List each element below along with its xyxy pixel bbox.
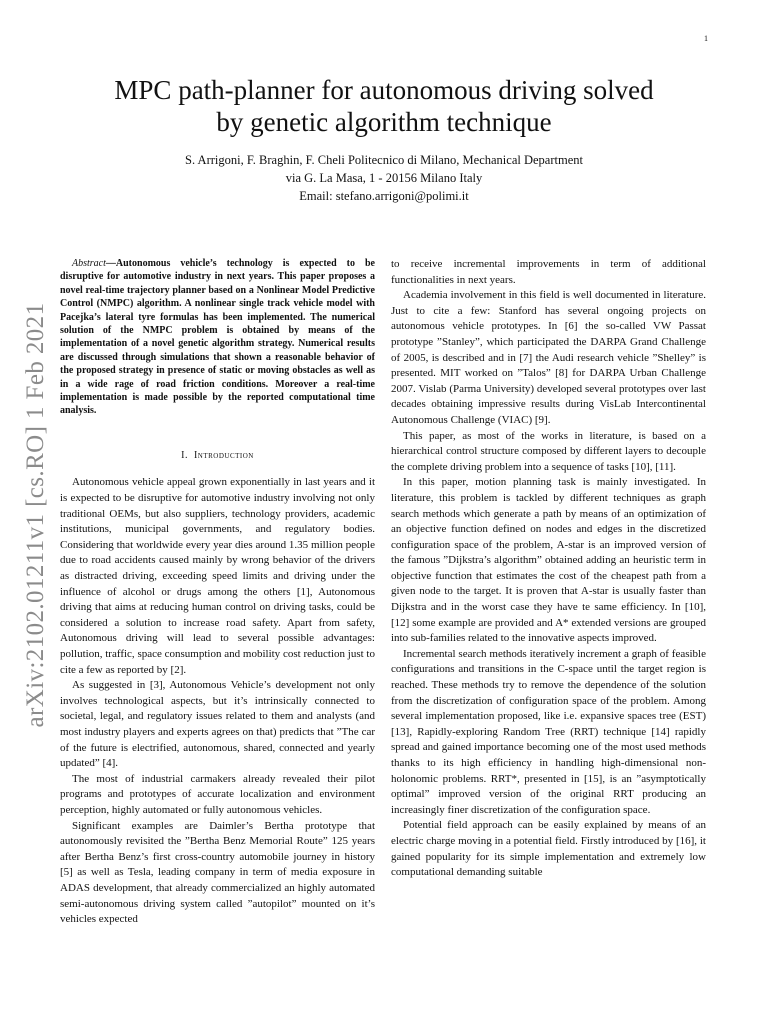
abstract [60, 257, 375, 418]
paragraph: This paper, as most of the works in literature, is based on a hierarchical control structure composed by different layers to decouple the complete driving problem into a sequence of tasks [10], [11]. [391, 429, 706, 473]
abstract-label: Abstract [72, 258, 106, 269]
paper-title [60, 74, 708, 138]
page-number: 1 [704, 34, 708, 43]
paragraph: Significant examples are Daimler’s Bertha prototype that autonomously revisited the ”Bertha Benz Memorial Route” 125 years after Bertha Benz’s first cross-country automobile journey in history [5] as well as Tesla, leading company in term of media exposure in ADAS development, that already commercialized an highly automated semi-autonomous driving system called ”autopilot” mounted on it’s vehicles expected [60, 819, 375, 926]
left-column [60, 257, 375, 928]
paragraph: Autonomous vehicle appeal grown exponentially in last years and it is expected to be disruptive for automotive industry involving not only traditional OEMs, but also suppliers, technology providers, academic institutions, municipal governments, and regulatory bodies. Considering that worldwide every year dies around 1.35 million people due to road accidents caused mainly by wrong behavior of the drivers as distracted driving, exceeding speed limits and driving under the influence of alcohol or drugs among the others [1], Autonomous driving that aims at reducing human control on driving tasks, could be considered a solution to increase road safety. Apart from safety, Autonomous driving will lead to several possible advantages: pollution, traffic, space consumption and mobility cost reduction just to cite a few as reported by [2]. [60, 476, 375, 676]
author-block [60, 151, 708, 205]
abstract-text: —Autonomous vehicle’s technology is expected to be disruptive for automotive industry in next years. This paper proposes a novel real-time trajectory planner based on a Nonlinear Model Predictive Control (NMPC) algorithm. A nonlinear single track vehicle model with Pacejka’s lateral tyre formulas has been implemented. The numerical solution of the NMPC problem is obtained by means of the implementation of a novel genetic algorithm strategy. Numerical results are discussed through simulations that shown a reasonable behavior of the proposed strategy in presence of static or moving obstacles as well as in a wide rage of road friction conditions. Moreover a real-time implementation is made possible by the reported computational time analysis. [60, 258, 375, 417]
paragraph: In this paper, motion planning task is mainly investigated. In literature, this problem is tackled by different techniques as graph search methods which generate a path by means of an optimization of an objective function defined on nodes and edges in the discretized configuration space of the problem, A-star is an improved version of the famous ”Dijkstra’s algorithm” obtained adding an heuristic term in objective function that estimates the cost of the cheapest path from a given node to the target. It is proven that A-star is usually faster than Dijkstra and in the worst case they have te same efficiency. In [10], [12] some example are provided and A* extended versions are grouped into sub-families related to the innovative aspects improved. [391, 476, 706, 645]
section-heading [60, 448, 375, 464]
paragraph-continuation: to receive incremental improvements in term of additional functionalities in next years. [391, 258, 706, 286]
authors-line: S. Arrigoni, F. Braghin, F. Cheli Politecnico di Milano, Mechanical Department [185, 153, 583, 167]
section-number: I. [181, 449, 188, 461]
right-column [391, 257, 706, 881]
paragraph: The most of industrial carmakers already revealed their pilot programs and prototypes of accurate localization and environment perception, highly automated or fully autonomous vehicles. [60, 772, 375, 816]
email-line: Email: stefano.arrigoni@polimi.it [299, 189, 469, 203]
section-title: Introduction [193, 449, 254, 461]
paragraph: Academia involvement in this field is well documented in literature. Just to cite a few: Stanford has several ongoing projects on autonomous vehicle prototypes. In [6] the so-called VW Passat prototype ”Stanley”, which participated the DARPA Grand Challenge of 2005, is described and in [7] the Audi research vehicle ”Shelley” is presented. MIT worked on ”Talos” [8] for DARPA Urban Challenge 2007. Vislab (Parma University) developed several prototypes over last decades obtaining impressive results during VisLab Intercontinental Autonomous Challenge (VIAC) [9]. [391, 289, 706, 426]
arxiv-stamp [16, 280, 56, 750]
address-line: via G. La Masa, 1 - 20156 Milano Italy [285, 171, 483, 185]
arxiv-stamp-text: arXiv:2102.01211v1 [cs.RO] 1 Feb 2021 [22, 302, 49, 728]
paragraph: As suggested in [3], Autonomous Vehicle’s development not only involves technological aspects, but it’s intrinsically connected to societal, legal, and regulatory issues related to them and analysts (and most industry players and experts agrees on that) predicts that ”The car of the future is electrified, autonomous, shared, connected and yearly updated” [4]. [60, 679, 375, 770]
paragraph: Incremental search methods iteratively increment a graph of feasible configurations and transitions in the C-space until the target region is reached. These methods try to remove the dependence of the solution from the discretization of configuration space of the problem. Among several implementation proposed, like i.e. expansive spaces tree (EST) [13], Rapidly-exploring Random Tree (RRT) technique [14] rapidly spread and gained importance becoming one of the most used methods thanks to its high efficiency in handling high-dimensional non-holonomic problems. RRT*, presented in [15], is an ”asymptotically optimal” improved version of the original RRT producing an increasingly finer discretization of the configuration space. [391, 647, 706, 816]
title-line-1: MPC path-planner for autonomous driving solved [114, 75, 654, 105]
title-line-2: by genetic algorithm technique [216, 107, 552, 137]
paragraph: Potential field approach can be easily explained by means of an electric charge moving in a potential field. Firstly introduced by [16], it gained popularity for its simple implementation and extremely low computational demanding suitable [391, 819, 706, 879]
